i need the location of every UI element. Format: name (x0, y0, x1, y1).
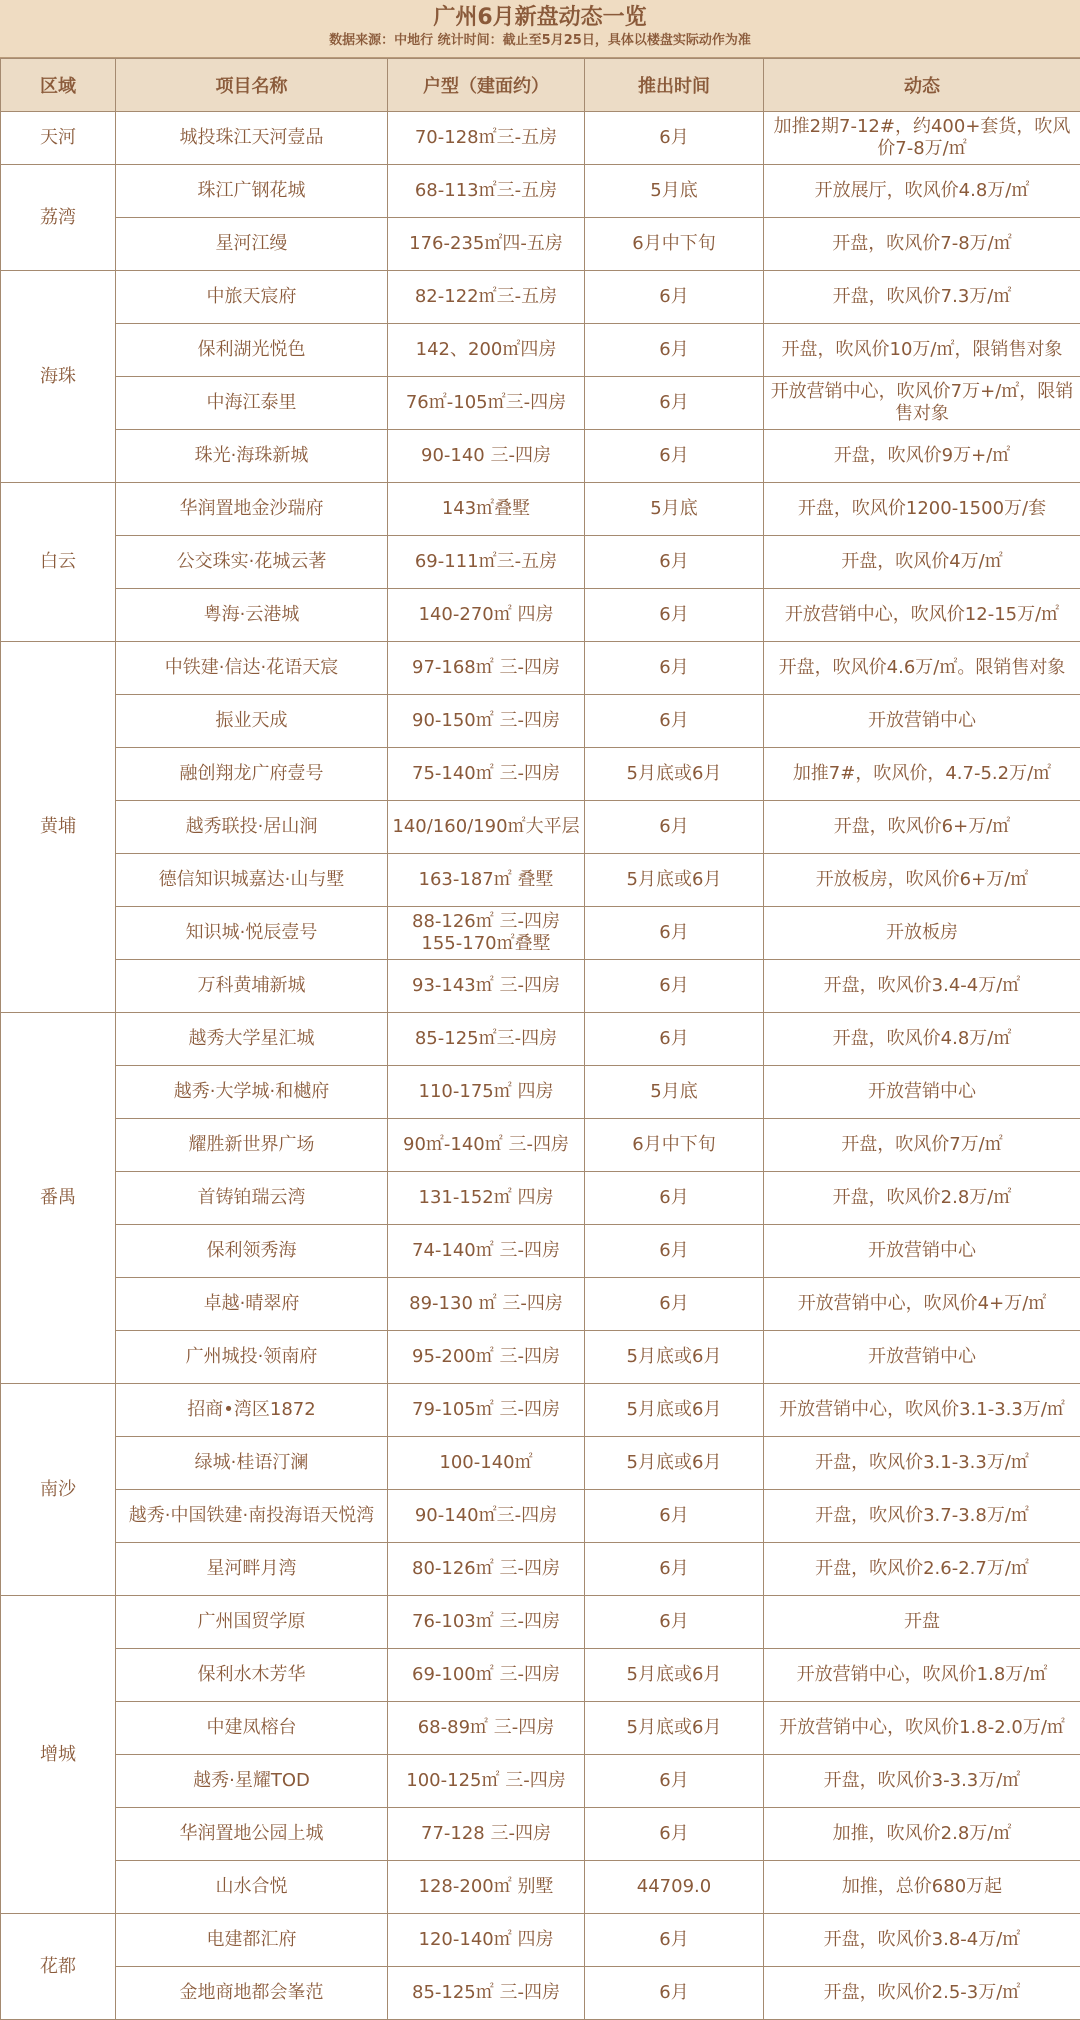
district-cell: 增城 (1, 1596, 116, 1914)
unit-type-cell: 95-200㎡ 三-四房 (388, 1331, 585, 1384)
project-name-cell: 绿城·桂语汀澜 (116, 1437, 388, 1490)
project-name-cell: 华润置地金沙瑞府 (116, 483, 388, 536)
project-name-cell: 城投珠江天河壹品 (116, 112, 388, 165)
table-row (1, 589, 1080, 642)
launch-time-cell: 6月 (585, 377, 764, 430)
table-row (1, 1013, 1080, 1066)
table-row (1, 1119, 1080, 1172)
column-header-district: 区域 (1, 59, 116, 112)
table-row (1, 801, 1080, 854)
table-row (1, 483, 1080, 536)
status-cell: 开放营销中心，吹风价1.8-2.0万/㎡ (764, 1702, 1080, 1755)
column-header-project: 项目名称 (116, 59, 388, 112)
launch-time-cell: 6月 (585, 324, 764, 377)
unit-type-cell: 79-105㎡ 三-四房 (388, 1384, 585, 1437)
status-cell: 开放营销中心，吹风价3.1-3.3万/㎡ (764, 1384, 1080, 1437)
unit-type-cell: 75-140㎡ 三-四房 (388, 748, 585, 801)
table-row (1, 1331, 1080, 1384)
launch-time-cell: 6月 (585, 112, 764, 165)
launch-time-cell: 5月底或6月 (585, 1437, 764, 1490)
unit-type-cell: 128-200㎡ 别墅 (388, 1861, 585, 1914)
status-cell: 开盘，吹风价3.1-3.3万/㎡ (764, 1437, 1080, 1490)
table-row (1, 748, 1080, 801)
unit-type-cell: 110-175㎡ 四房 (388, 1066, 585, 1119)
project-name-cell: 保利湖光悦色 (116, 324, 388, 377)
district-cell: 荔湾 (1, 165, 116, 271)
status-cell: 开放展厅，吹风价4.8万/㎡ (764, 165, 1080, 218)
project-name-cell: 山水合悦 (116, 1861, 388, 1914)
launch-time-cell: 6月 (585, 907, 764, 960)
launch-time-cell: 6月 (585, 1543, 764, 1596)
district-cell: 白云 (1, 483, 116, 642)
project-name-cell: 保利领秀海 (116, 1225, 388, 1278)
table-header-row (1, 59, 1080, 112)
project-name-cell: 广州城投·领南府 (116, 1331, 388, 1384)
launch-time-cell: 6月 (585, 1596, 764, 1649)
status-cell: 开放板房，吹风价6+万/㎡ (764, 854, 1080, 907)
launch-time-cell: 6月 (585, 536, 764, 589)
project-name-cell: 知识城·悦辰壹号 (116, 907, 388, 960)
district-cell: 天河 (1, 112, 116, 165)
project-name-cell: 越秀·星耀TOD (116, 1755, 388, 1808)
table-row (1, 1384, 1080, 1437)
unit-type-cell: 97-168㎡ 三-四房 (388, 642, 585, 695)
unit-type-cell: 85-125㎡三-四房 (388, 1013, 585, 1066)
project-name-cell: 粤海·云港城 (116, 589, 388, 642)
launch-time-cell: 5月底 (585, 483, 764, 536)
launch-time-cell: 5月底或6月 (585, 1331, 764, 1384)
status-cell: 开盘，吹风价7.3万/㎡ (764, 271, 1080, 324)
unit-type-cell: 100-140㎡ (388, 1437, 585, 1490)
table-banner (0, 0, 1080, 58)
project-name-cell: 珠江广钢花城 (116, 165, 388, 218)
status-cell: 开盘，吹风价4.8万/㎡ (764, 1013, 1080, 1066)
table-row (1, 324, 1080, 377)
unit-type-cell: 77-128 三-四房 (388, 1808, 585, 1861)
project-name-cell: 珠光·海珠新城 (116, 430, 388, 483)
project-name-cell: 德信知识城嘉达·山与墅 (116, 854, 388, 907)
table-row (1, 165, 1080, 218)
launch-time-cell: 6月 (585, 1490, 764, 1543)
launch-time-cell: 6月中下旬 (585, 1119, 764, 1172)
unit-type-cell: 120-140㎡ 四房 (388, 1914, 585, 1967)
status-cell: 开盘，吹风价9万+/㎡ (764, 430, 1080, 483)
status-cell: 加推7#，吹风价，4.7-5.2万/㎡ (764, 748, 1080, 801)
table-row (1, 1808, 1080, 1861)
table-row (1, 1225, 1080, 1278)
project-name-cell: 越秀大学星汇城 (116, 1013, 388, 1066)
unit-type-cell: 80-126㎡ 三-四房 (388, 1543, 585, 1596)
unit-type-cell: 68-89㎡ 三-四房 (388, 1702, 585, 1755)
status-cell: 开盘，吹风价3.4-4万/㎡ (764, 960, 1080, 1013)
unit-type-cell: 88-126㎡ 三-四房 155-170㎡叠墅 (388, 907, 585, 960)
unit-type-cell: 140/160/190㎡大平层 (388, 801, 585, 854)
table-row (1, 1490, 1080, 1543)
table-row (1, 1437, 1080, 1490)
project-name-cell: 中旅天宸府 (116, 271, 388, 324)
status-cell: 加推，吹风价2.8万/㎡ (764, 1808, 1080, 1861)
district-cell: 番禺 (1, 1013, 116, 1384)
launch-time-cell: 5月底或6月 (585, 1384, 764, 1437)
unit-type-cell: 176-235㎡四-五房 (388, 218, 585, 271)
launch-time-cell: 6月 (585, 1225, 764, 1278)
table-row (1, 112, 1080, 165)
column-header-launch-time: 推出时间 (585, 59, 764, 112)
project-name-cell: 万科黄埔新城 (116, 960, 388, 1013)
launch-time-cell: 6月 (585, 1967, 764, 2020)
status-cell: 开盘，吹风价2.6-2.7万/㎡ (764, 1543, 1080, 1596)
project-name-cell: 公交珠实·花城云著 (116, 536, 388, 589)
project-name-cell: 越秀联投·居山涧 (116, 801, 388, 854)
table-row (1, 1649, 1080, 1702)
district-cell: 黄埔 (1, 642, 116, 1013)
unit-type-cell: 76㎡-105㎡三-四房 (388, 377, 585, 430)
unit-type-cell: 143㎡叠墅 (388, 483, 585, 536)
project-name-cell: 招商•湾区1872 (116, 1384, 388, 1437)
launch-time-cell: 6月中下旬 (585, 218, 764, 271)
unit-type-cell: 69-100㎡ 三-四房 (388, 1649, 585, 1702)
table-row (1, 271, 1080, 324)
launch-time-cell: 6月 (585, 1914, 764, 1967)
launch-time-cell: 5月底或6月 (585, 1702, 764, 1755)
table-row (1, 218, 1080, 271)
project-name-cell: 星河江缦 (116, 218, 388, 271)
table-row (1, 1861, 1080, 1914)
status-cell: 加推，总价680万起 (764, 1861, 1080, 1914)
district-cell: 南沙 (1, 1384, 116, 1596)
project-name-cell: 星河畔月湾 (116, 1543, 388, 1596)
unit-type-cell: 85-125㎡ 三-四房 (388, 1967, 585, 2020)
new-projects-table (0, 58, 1080, 2020)
launch-time-cell: 5月底或6月 (585, 854, 764, 907)
status-cell: 开盘，吹风价3-3.3万/㎡ (764, 1755, 1080, 1808)
status-cell: 开盘，吹风价6+万/㎡ (764, 801, 1080, 854)
launch-time-cell: 5月底或6月 (585, 1649, 764, 1702)
unit-type-cell: 90-150㎡ 三-四房 (388, 695, 585, 748)
table-row (1, 1914, 1080, 1967)
unit-type-cell: 82-122㎡三-五房 (388, 271, 585, 324)
table-row (1, 1066, 1080, 1119)
project-name-cell: 中海江泰里 (116, 377, 388, 430)
status-cell: 开盘，吹风价1200-1500万/套 (764, 483, 1080, 536)
unit-type-cell: 89-130 ㎡ 三-四房 (388, 1278, 585, 1331)
launch-time-cell: 6月 (585, 1013, 764, 1066)
launch-time-cell: 6月 (585, 271, 764, 324)
project-name-cell: 越秀·大学城·和樾府 (116, 1066, 388, 1119)
project-name-cell: 越秀·中国铁建·南投海语天悦湾 (116, 1490, 388, 1543)
launch-time-cell: 6月 (585, 642, 764, 695)
table-row (1, 1967, 1080, 2020)
launch-time-cell: 6月 (585, 589, 764, 642)
launch-time-cell: 6月 (585, 1808, 764, 1861)
launch-time-cell: 6月 (585, 695, 764, 748)
project-name-cell: 耀胜新世界广场 (116, 1119, 388, 1172)
unit-type-cell: 90-140㎡三-四房 (388, 1490, 585, 1543)
unit-type-cell: 76-103㎡ 三-四房 (388, 1596, 585, 1649)
table-row (1, 1543, 1080, 1596)
status-cell: 开放营销中心，吹风价7万+/㎡，限销售对象 (764, 377, 1080, 430)
launch-time-cell: 5月底或6月 (585, 748, 764, 801)
unit-type-cell: 100-125㎡ 三-四房 (388, 1755, 585, 1808)
table-row (1, 1702, 1080, 1755)
table-row (1, 695, 1080, 748)
unit-type-cell: 163-187㎡ 叠墅 (388, 854, 585, 907)
launch-time-cell: 5月底 (585, 1066, 764, 1119)
table-row (1, 907, 1080, 960)
status-cell: 开放营销中心 (764, 1066, 1080, 1119)
status-cell: 开盘，吹风价7万/㎡ (764, 1119, 1080, 1172)
page-subtitle: 数据来源：中地行 统计时间：截止至5月25日，具体以楼盘实际动作为准 (0, 32, 1080, 50)
launch-time-cell: 6月 (585, 1278, 764, 1331)
launch-time-cell: 5月底 (585, 165, 764, 218)
status-cell: 开盘，吹风价3.8-4万/㎡ (764, 1914, 1080, 1967)
project-name-cell: 融创翔龙广府壹号 (116, 748, 388, 801)
launch-time-cell: 44709.0 (585, 1861, 764, 1914)
status-cell: 开盘 (764, 1596, 1080, 1649)
unit-type-cell: 68-113㎡三-五房 (388, 165, 585, 218)
project-name-cell: 中建凤榕台 (116, 1702, 388, 1755)
project-name-cell: 中铁建·信达·花语天宸 (116, 642, 388, 695)
status-cell: 开盘，吹风价2.8万/㎡ (764, 1172, 1080, 1225)
page-title: 广州6月新盘动态一览 (0, 0, 1080, 32)
unit-type-cell: 70-128㎡三-五房 (388, 112, 585, 165)
status-cell: 开盘，吹风价3.7-3.8万/㎡ (764, 1490, 1080, 1543)
status-cell: 开放营销中心，吹风价4+万/㎡ (764, 1278, 1080, 1331)
table-row (1, 1172, 1080, 1225)
unit-type-cell: 131-152㎡ 四房 (388, 1172, 585, 1225)
project-name-cell: 首铸铂瑞云湾 (116, 1172, 388, 1225)
project-name-cell: 保利水木芳华 (116, 1649, 388, 1702)
launch-time-cell: 6月 (585, 430, 764, 483)
project-name-cell: 金地商地都会峯范 (116, 1967, 388, 2020)
unit-type-cell: 142、200㎡四房 (388, 324, 585, 377)
table-row (1, 960, 1080, 1013)
project-name-cell: 电建都汇府 (116, 1914, 388, 1967)
unit-type-cell: 69-111㎡三-五房 (388, 536, 585, 589)
status-cell: 开放营销中心，吹风价1.8万/㎡ (764, 1649, 1080, 1702)
table-row (1, 536, 1080, 589)
project-name-cell: 华润置地公园上城 (116, 1808, 388, 1861)
column-header-unit-type: 户型（建面约） (388, 59, 585, 112)
status-cell: 开放营销中心 (764, 1331, 1080, 1384)
project-name-cell: 卓越·晴翠府 (116, 1278, 388, 1331)
project-name-cell: 广州国贸学原 (116, 1596, 388, 1649)
status-cell: 开盘，吹风价4.6万/㎡。限销售对象 (764, 642, 1080, 695)
project-name-cell: 振业天成 (116, 695, 388, 748)
table-row (1, 854, 1080, 907)
unit-type-cell: 93-143㎡ 三-四房 (388, 960, 585, 1013)
district-cell: 花都 (1, 1914, 116, 2020)
status-cell: 开盘，吹风价7-8万/㎡ (764, 218, 1080, 271)
status-cell: 开放营销中心，吹风价12-15万/㎡ (764, 589, 1080, 642)
unit-type-cell: 90㎡-140㎡ 三-四房 (388, 1119, 585, 1172)
launch-time-cell: 6月 (585, 801, 764, 854)
table-row (1, 642, 1080, 695)
launch-time-cell: 6月 (585, 1172, 764, 1225)
status-cell: 开放营销中心 (764, 1225, 1080, 1278)
status-cell: 开盘，吹风价2.5-3万/㎡ (764, 1967, 1080, 2020)
status-cell: 开放板房 (764, 907, 1080, 960)
table-row (1, 430, 1080, 483)
unit-type-cell: 140-270㎡ 四房 (388, 589, 585, 642)
status-cell: 开盘，吹风价10万/㎡，限销售对象 (764, 324, 1080, 377)
status-cell: 开放营销中心 (764, 695, 1080, 748)
table-body (1, 112, 1080, 2020)
table-row (1, 377, 1080, 430)
table-row (1, 1755, 1080, 1808)
status-cell: 开盘，吹风价4万/㎡ (764, 536, 1080, 589)
district-cell: 海珠 (1, 271, 116, 483)
launch-time-cell: 6月 (585, 960, 764, 1013)
table-row (1, 1596, 1080, 1649)
table-row (1, 1278, 1080, 1331)
column-header-status: 动态 (764, 59, 1080, 112)
launch-time-cell: 6月 (585, 1755, 764, 1808)
unit-type-cell: 90-140 三-四房 (388, 430, 585, 483)
status-cell: 加推2期7-12#，约400+套货，吹风价7-8万/㎡ (764, 112, 1080, 165)
unit-type-cell: 74-140㎡ 三-四房 (388, 1225, 585, 1278)
